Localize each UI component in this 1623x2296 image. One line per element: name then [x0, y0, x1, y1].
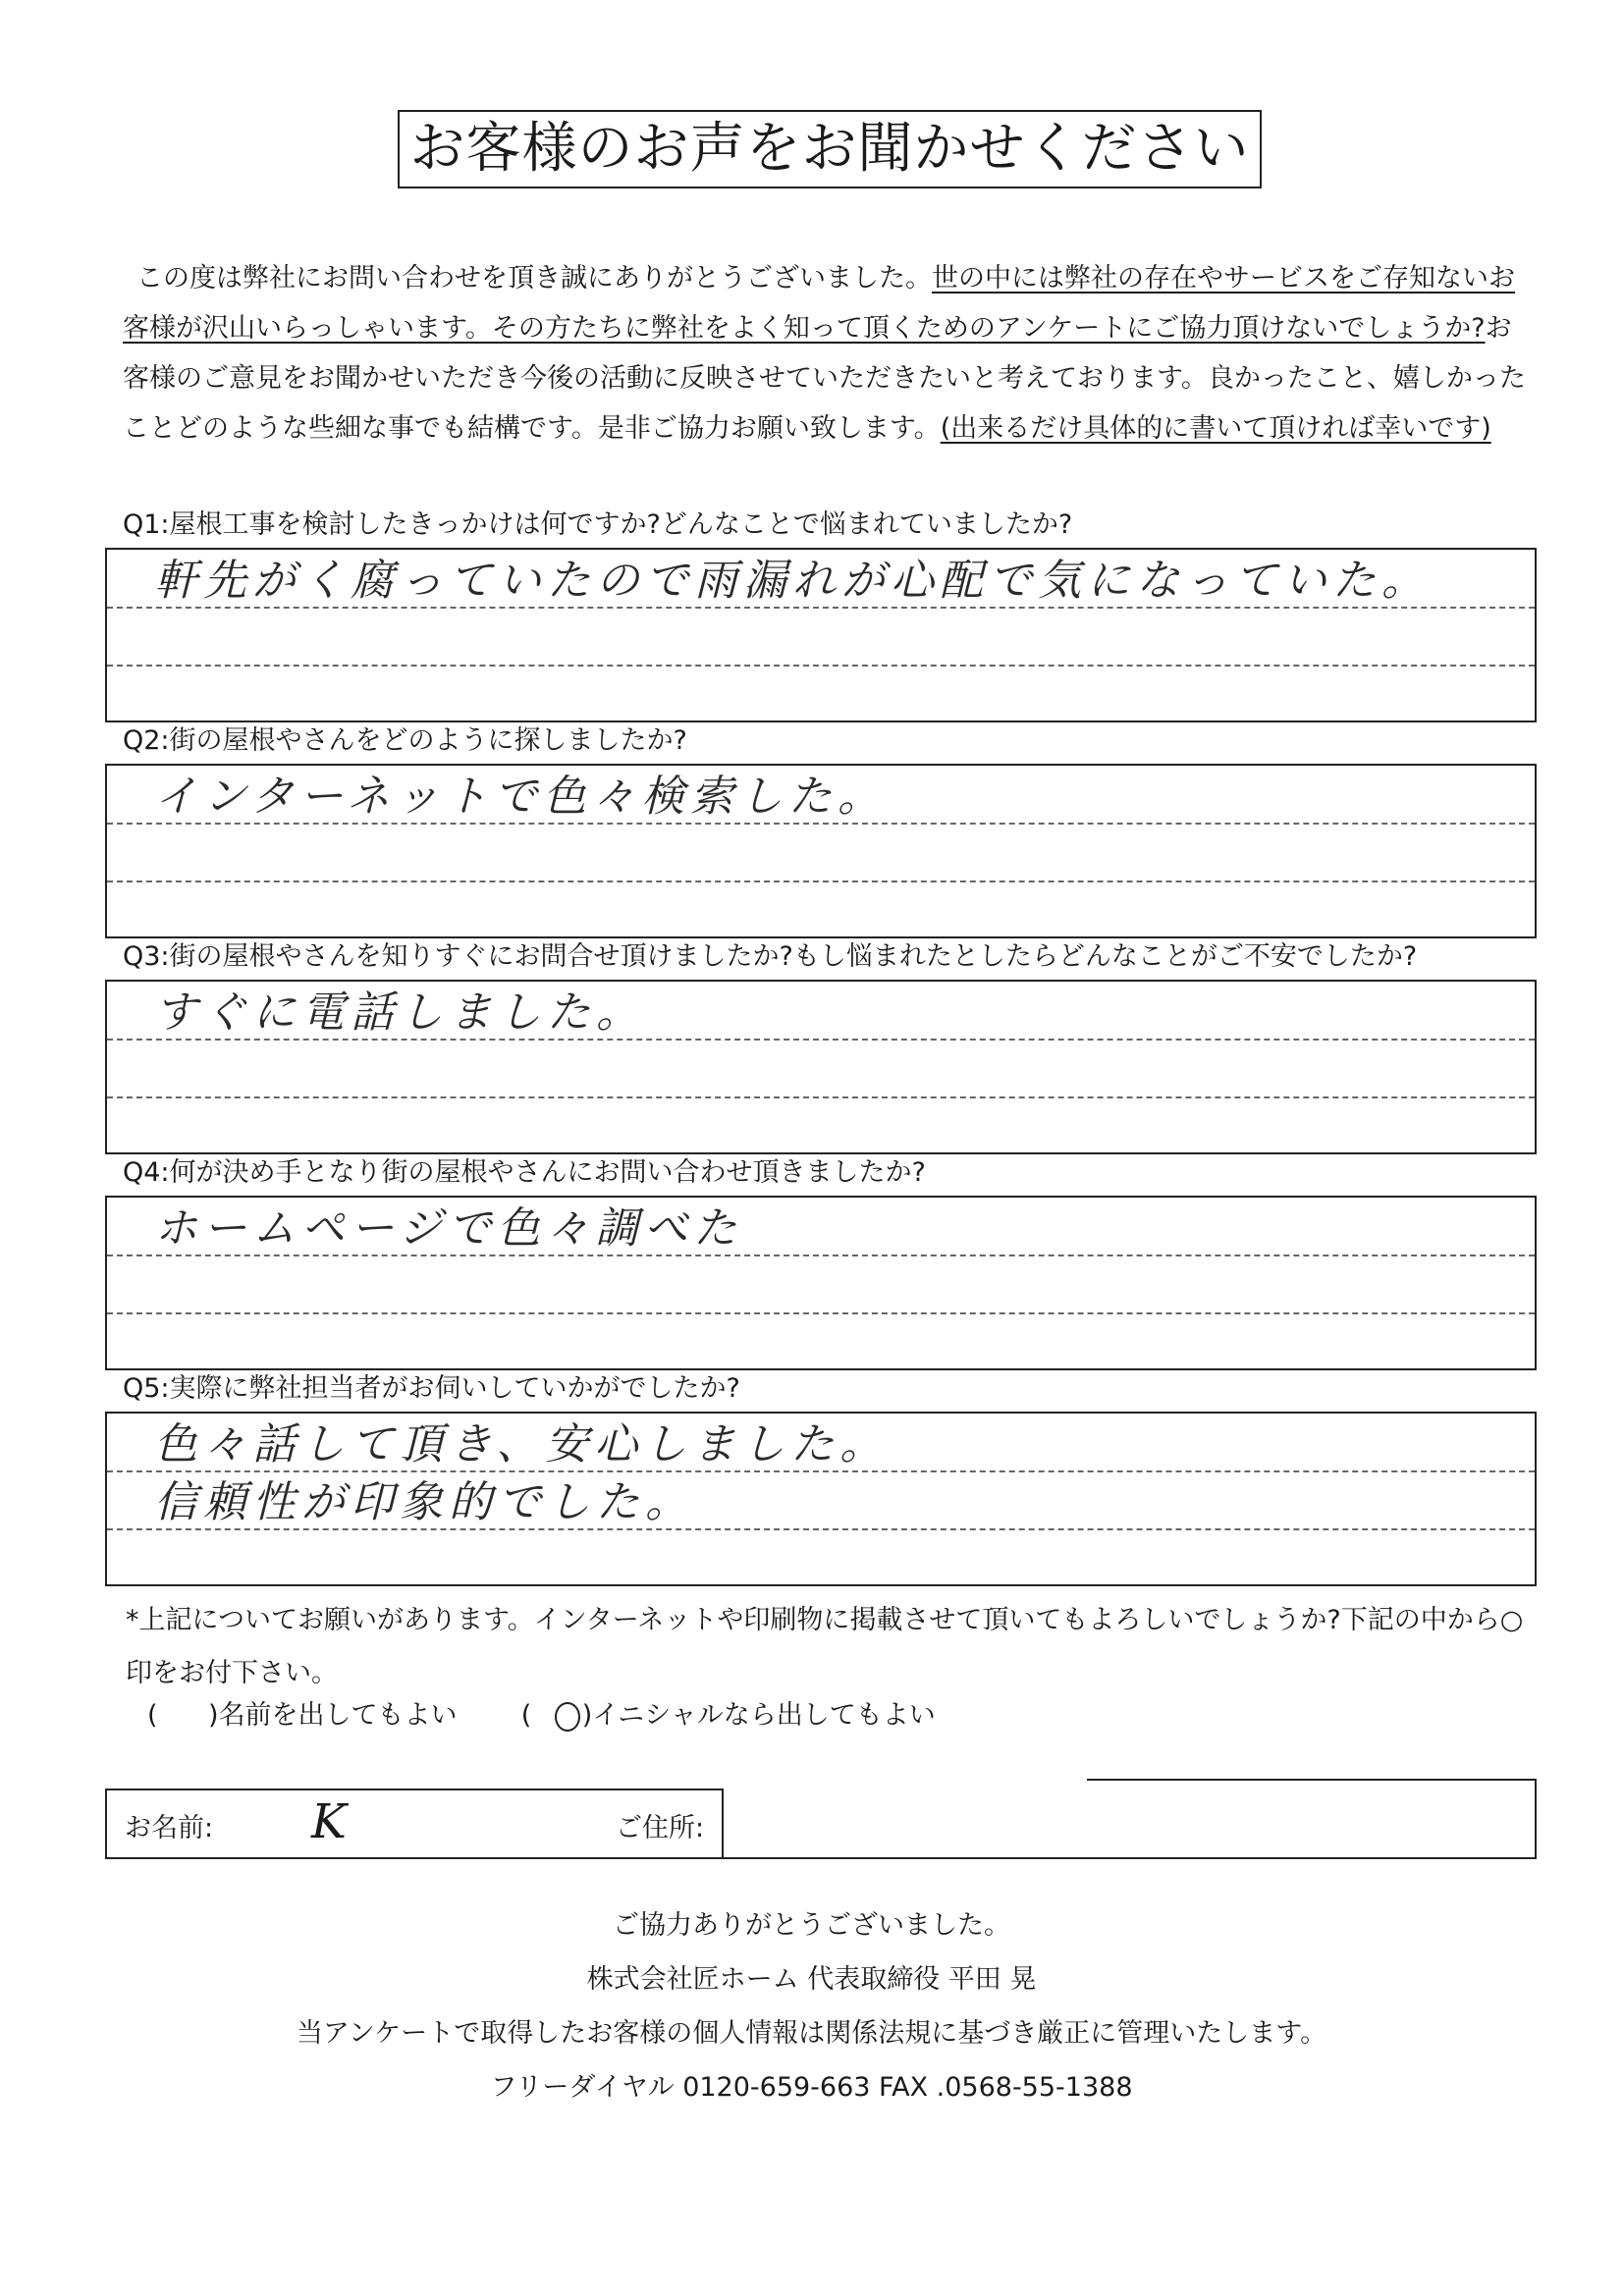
- intro-text-continued: お客様のご意見をお聞かせいただき今後の活動に反映させていただきたいと考えております。良かったこと、嬉しかったことどのような些細な事でも結構です。是非ご協力お願い致します。: [123, 313, 1526, 444]
- answer-box-4[interactable]: [105, 1196, 1537, 1370]
- answer-box-2[interactable]: [105, 764, 1537, 938]
- question-3-label: Q3:街の屋根やさんを知りすぐにお問合せ頂けましたか?もし悩まれたとしたらどんなことがご不安でしたか?: [123, 941, 1418, 972]
- question-4-label: Q4:何が決め手となり街の屋根やさんにお問い合わせ頂きましたか?: [123, 1157, 926, 1188]
- intro-text: この度は弊社にお問い合わせを頂き誠にありがとうございました。: [136, 263, 932, 294]
- selected-circle-mark: [555, 1702, 580, 1732]
- question-5-label: Q5:実際に弊社担当者がお伺いしていかがでしたか?: [123, 1373, 740, 1404]
- address-field-right-border: [1535, 1779, 1537, 1859]
- address-label: ご住所:: [616, 1813, 705, 1843]
- intro-underlined-text: 世の中には弊社の存在やサービスをご存知ないお客様が沢山いらっしゃいます。その方たちに弊社をよく知って頂くためのアンケートにご協力頂けないでしょうか?: [123, 263, 1515, 344]
- name-label: お名前:: [125, 1813, 214, 1843]
- contact-form: [105, 1779, 1537, 1857]
- question-2-label: Q2:街の屋根やさんをどのように探しましたか?: [123, 725, 687, 756]
- address-field-top-border: [1087, 1779, 1537, 1781]
- answer-4-line-1: ホームページで色々調べた: [154, 1203, 743, 1254]
- footer-privacy: 当アンケートで取得したお客様の個人情報は関係法規に基づき厳正に管理いたします。: [296, 2018, 1327, 2049]
- answer-5-line-1: 色々話して頂き、安心しました。: [154, 1419, 890, 1469]
- answer-box-1[interactable]: [105, 548, 1537, 722]
- answer-box-3[interactable]: [105, 980, 1537, 1154]
- footer-company: 株式会社匠ホーム 代表取締役 平田 晃: [586, 1964, 1037, 1995]
- answer-box-5[interactable]: [105, 1412, 1537, 1586]
- publication-consent-note: *上記についてお願いがあります。インターネットや印刷物に掲載させて頂いてもよろしいでしょうか?下記の中から○印をお付下さい。: [126, 1605, 1524, 1688]
- consent-choices: [147, 1696, 936, 1735]
- choice-initial-label: イニシャルなら出してもよい: [592, 1700, 936, 1731]
- answer-5-line-2: 信頼性が印象的でした。: [154, 1477, 694, 1527]
- answer-2-line-1: インターネットで色々検索した。: [154, 772, 888, 822]
- address-field-bottom-border: [724, 1857, 1537, 1859]
- footer-thanks: ご協力ありがとうございました。: [613, 1910, 1010, 1941]
- question-1-label: Q1:屋根工事を検討したきっかけは何ですか?どんなことで悩まれていましたか?: [123, 509, 1073, 540]
- name-value[interactable]: K: [311, 1794, 347, 1849]
- intro-request-text: (出来るだけ具体的に書いて頂ければ幸いです): [940, 413, 1491, 444]
- intro-paragraph: [123, 253, 1532, 454]
- choice-name-label: 名前を出してもよい: [218, 1700, 458, 1731]
- choice-initial-checkbox[interactable]: ( ): [520, 1700, 593, 1731]
- choice-name-checkbox[interactable]: ( ): [147, 1700, 219, 1731]
- footer-contact: フリーダイヤル 0120-659-663 FAX .0568-55-1388: [490, 2072, 1133, 2103]
- answer-1-line-1: 軒先がく腐っていたので雨漏れが心配で気になっていた。: [154, 556, 1431, 606]
- page-title: お客様のお声をお聞かせください: [398, 110, 1262, 188]
- answer-3-line-1: すぐに電話しました。: [154, 988, 645, 1038]
